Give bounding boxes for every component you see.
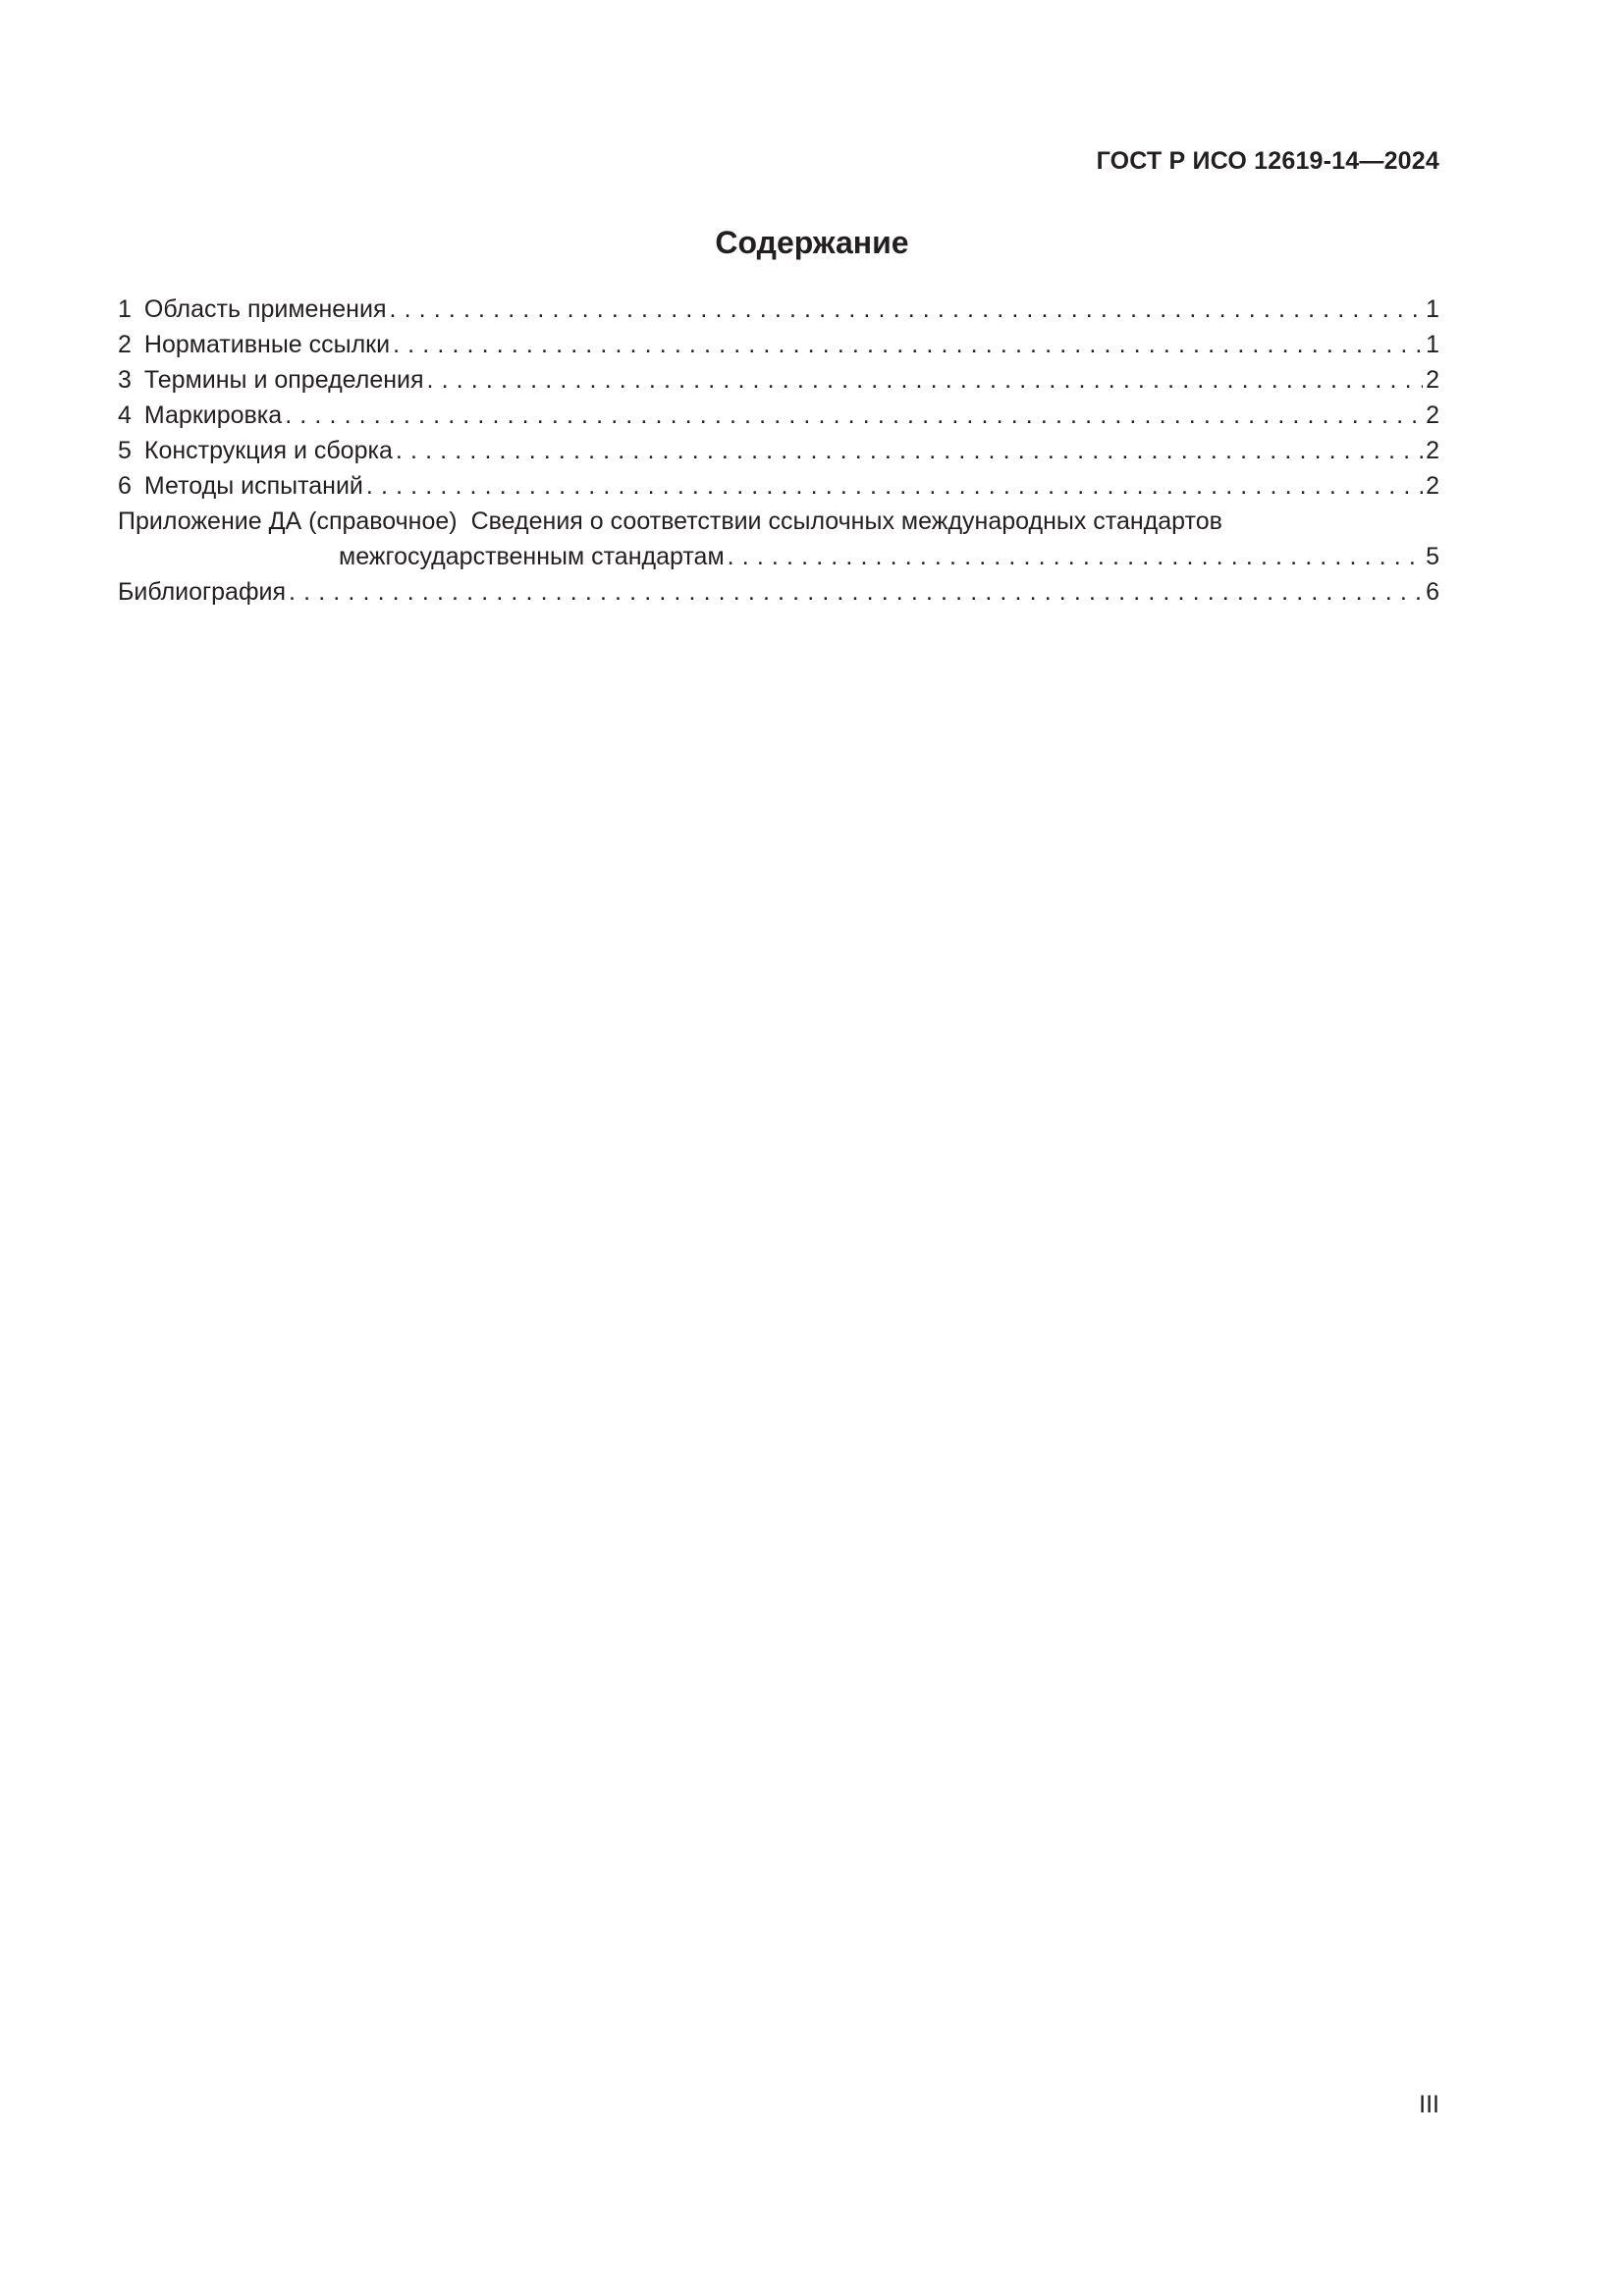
toc-entry-normative-references[interactable] [118,327,1439,362]
toc-dot-leader [366,468,1423,504]
toc-entry-annex[interactable] [118,504,1439,539]
toc-entry-number: 3 [118,366,132,394]
toc-entry-construction-assembly[interactable] [118,433,1439,468]
toc-entry-label: Область применения [143,295,387,323]
toc-entry-label: Нормативные ссылки [143,331,391,358]
toc-dot-leader [289,574,1423,610]
toc-entry-test-methods[interactable] [118,468,1439,504]
toc-dot-leader [427,362,1424,398]
annex-title-line2: межгосударственным стандартам [339,543,725,570]
toc-entry-annex-continuation[interactable] [118,539,1439,574]
toc-entry-page: 2 [1426,472,1439,500]
toc-dot-leader [285,398,1423,433]
toc-entry-page: 2 [1426,366,1439,394]
annex-label: Приложение ДА (справочное) [118,507,458,535]
toc-entry-page: 1 [1426,295,1439,323]
page-number: III [1419,2091,1439,2118]
toc-entry-page: 2 [1426,437,1439,464]
toc-entry-label: Конструкция и сборка [143,437,393,464]
toc-entry-scope[interactable] [118,292,1439,327]
toc-entry-number: 4 [118,401,132,429]
toc-entry-number: 2 [118,331,132,358]
toc-entry-number: 5 [118,437,132,464]
toc-entry-label: Термины и определения [143,366,424,394]
toc-entry-page: 6 [1426,578,1439,606]
toc-entry-number: 1 [118,295,132,323]
annex-title-line1: Сведения о соответствии ссылочных международных стандартов [470,507,1222,535]
toc-entry-terms-definitions[interactable] [118,362,1439,398]
toc-entry-label: Маркировка [143,401,283,429]
toc-dot-leader [389,292,1423,327]
toc-entry-label: Методы испытаний [143,472,363,500]
toc-entry-page: 2 [1426,401,1439,429]
toc-entry-label: Библиография [118,578,287,606]
toc-title: Содержание [715,225,909,260]
toc-entry-marking[interactable] [118,398,1439,433]
toc-entry-page: 5 [1426,543,1439,570]
toc-entry-bibliography[interactable] [118,574,1439,610]
toc-dot-leader [396,433,1423,468]
toc-dot-leader [393,327,1423,362]
toc-entry-page: 1 [1426,331,1439,358]
document-code: ГОСТ Р ИСО 12619-14—2024 [1096,147,1439,175]
toc-entry-number: 6 [118,472,132,500]
table-of-contents [118,292,1439,610]
toc-dot-leader [728,539,1423,574]
